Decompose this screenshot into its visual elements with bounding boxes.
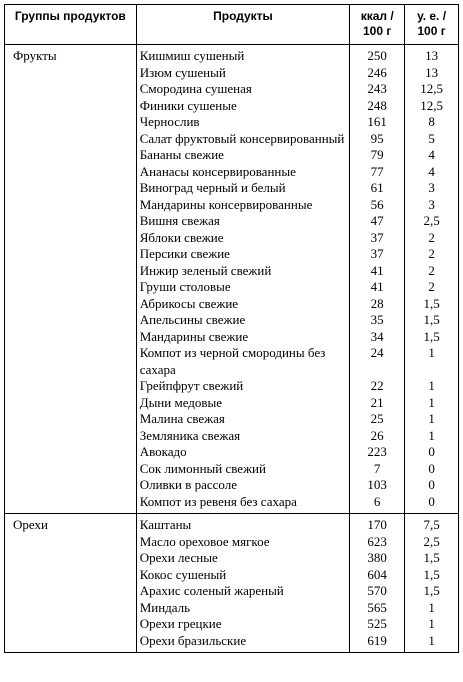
table-row — [5, 444, 459, 461]
product-name: Смородина сушеная — [136, 81, 350, 98]
group-cell — [5, 180, 137, 197]
kcal-value: 223 — [350, 444, 405, 461]
ue-value: 12,5 — [405, 98, 459, 115]
ue-value: 1,5 — [405, 550, 459, 567]
ue-value: 5 — [405, 131, 459, 148]
kcal-value: 246 — [350, 65, 405, 82]
ue-value: 0 — [405, 461, 459, 478]
ue-value: 0 — [405, 477, 459, 494]
header-ue-line2: 100 г — [417, 24, 446, 38]
ue-value: 3 — [405, 180, 459, 197]
group-cell — [5, 411, 137, 428]
ue-value: 2,5 — [405, 213, 459, 230]
ue-value: 2,5 — [405, 534, 459, 551]
kcal-value: 565 — [350, 600, 405, 617]
header-product — [136, 5, 350, 45]
kcal-value: 103 — [350, 477, 405, 494]
ue-value: 1,5 — [405, 312, 459, 329]
ue-value: 0 — [405, 444, 459, 461]
ue-value: 1 — [405, 395, 459, 412]
ue-value: 1 — [405, 411, 459, 428]
table-row — [5, 378, 459, 395]
product-name: Салат фруктовый консервированный — [136, 131, 350, 148]
kcal-value: 41 — [350, 279, 405, 296]
product-name: Миндаль — [136, 600, 350, 617]
product-name: Грейпфрут свежий — [136, 378, 350, 395]
group-cell — [5, 213, 137, 230]
ue-value: 1 — [405, 378, 459, 395]
group-cell — [5, 461, 137, 478]
kcal-value: 525 — [350, 616, 405, 633]
product-name: Персики свежие — [136, 246, 350, 263]
ue-value: 12,5 — [405, 81, 459, 98]
kcal-value: 26 — [350, 428, 405, 445]
product-name: Масло ореховое мягкое — [136, 534, 350, 551]
group-cell — [5, 98, 137, 115]
header-ue — [405, 5, 459, 45]
product-name: Оливки в рассоле — [136, 477, 350, 494]
table-row — [5, 131, 459, 148]
group-cell — [5, 616, 137, 633]
ue-value: 2 — [405, 263, 459, 280]
header-kcal-line1: ккал / — [360, 9, 394, 23]
kcal-value: 161 — [350, 114, 405, 131]
group-cell — [5, 633, 137, 653]
kcal-value: 61 — [350, 180, 405, 197]
group-cell — [5, 246, 137, 263]
kcal-value: 41 — [350, 263, 405, 280]
ue-value: 7,5 — [405, 514, 459, 534]
group-cell — [5, 164, 137, 181]
group-cell — [5, 378, 137, 395]
product-name: Орехи грецкие — [136, 616, 350, 633]
product-name: Бананы свежие — [136, 147, 350, 164]
table-row — [5, 230, 459, 247]
group-cell — [5, 583, 137, 600]
product-name: Земляника свежая — [136, 428, 350, 445]
table-row — [5, 180, 459, 197]
product-name: Яблоки свежие — [136, 230, 350, 247]
ue-value: 0 — [405, 494, 459, 514]
header-kcal-line2: 100 г — [363, 24, 392, 38]
group-cell — [5, 567, 137, 584]
product-name: Мандарины консервированные — [136, 197, 350, 214]
table-row — [5, 296, 459, 313]
table-row — [5, 345, 459, 378]
ue-value: 2 — [405, 246, 459, 263]
product-name: Авокадо — [136, 444, 350, 461]
ue-value: 1,5 — [405, 567, 459, 584]
group-cell — [5, 81, 137, 98]
product-name: Абрикосы свежие — [136, 296, 350, 313]
header-ue-line1: у. е. / — [417, 9, 447, 23]
table-row — [5, 395, 459, 412]
ue-value: 1 — [405, 345, 459, 378]
group-cell — [5, 494, 137, 514]
table-row — [5, 98, 459, 115]
kcal-value: 623 — [350, 534, 405, 551]
ue-value: 4 — [405, 164, 459, 181]
header-group — [5, 5, 137, 45]
product-name: Изюм сушеный — [136, 65, 350, 82]
product-name: Финики сушеные — [136, 98, 350, 115]
group-cell — [5, 312, 137, 329]
kcal-value: 570 — [350, 583, 405, 600]
kcal-value: 79 — [350, 147, 405, 164]
kcal-value: 47 — [350, 213, 405, 230]
group-cell — [5, 114, 137, 131]
product-name: Виноград черный и белый — [136, 180, 350, 197]
group-cell — [5, 197, 137, 214]
table-row — [5, 45, 459, 65]
ue-value: 1,5 — [405, 329, 459, 346]
table-row — [5, 534, 459, 551]
kcal-value: 25 — [350, 411, 405, 428]
ue-value: 3 — [405, 197, 459, 214]
product-name: Вишня свежая — [136, 213, 350, 230]
table-row — [5, 583, 459, 600]
table-row — [5, 514, 459, 534]
product-name: Орехи лесные — [136, 550, 350, 567]
group-name: Фрукты — [13, 48, 57, 63]
table-row — [5, 197, 459, 214]
kcal-value: 170 — [350, 514, 405, 534]
group-cell — [5, 65, 137, 82]
group-cell — [5, 514, 137, 534]
kcal-value: 7 — [350, 461, 405, 478]
kcal-value: 21 — [350, 395, 405, 412]
ue-value: 1,5 — [405, 296, 459, 313]
product-name: Кокос сушеный — [136, 567, 350, 584]
group-cell — [5, 131, 137, 148]
product-name: Компот из черной смородины без сахара — [136, 345, 350, 378]
ue-value: 4 — [405, 147, 459, 164]
group-cell — [5, 279, 137, 296]
product-name: Малина свежая — [136, 411, 350, 428]
product-name: Груши столовые — [136, 279, 350, 296]
group-cell — [5, 345, 137, 378]
kcal-value: 24 — [350, 345, 405, 378]
ue-value: 1 — [405, 616, 459, 633]
kcal-value: 248 — [350, 98, 405, 115]
ue-value: 13 — [405, 65, 459, 82]
table-row — [5, 164, 459, 181]
ue-value: 1,5 — [405, 583, 459, 600]
group-cell — [5, 395, 137, 412]
product-name: Мандарины свежие — [136, 329, 350, 346]
table-row — [5, 477, 459, 494]
product-name: Ананасы консервированные — [136, 164, 350, 181]
kcal-value: 604 — [350, 567, 405, 584]
table-row — [5, 494, 459, 514]
ue-value: 13 — [405, 45, 459, 65]
product-name: Арахис соленый жареный — [136, 583, 350, 600]
kcal-value: 619 — [350, 633, 405, 653]
group-cell — [5, 147, 137, 164]
table-row — [5, 213, 459, 230]
group-cell — [5, 534, 137, 551]
kcal-value: 28 — [350, 296, 405, 313]
table-row — [5, 600, 459, 617]
group-cell — [5, 230, 137, 247]
table-row — [5, 567, 459, 584]
product-name: Чернослив — [136, 114, 350, 131]
product-name: Кишмиш сушеный — [136, 45, 350, 65]
product-name: Сок лимонный свежий — [136, 461, 350, 478]
product-name: Каштаны — [136, 514, 350, 534]
group-cell — [5, 444, 137, 461]
table-row — [5, 65, 459, 82]
ue-value: 1 — [405, 600, 459, 617]
table-header — [5, 5, 459, 45]
header-row — [5, 5, 459, 45]
kcal-value: 77 — [350, 164, 405, 181]
ue-value: 1 — [405, 428, 459, 445]
group-cell — [5, 329, 137, 346]
kcal-value: 250 — [350, 45, 405, 65]
table-row — [5, 428, 459, 445]
group-cell — [5, 550, 137, 567]
group-cell — [5, 263, 137, 280]
ue-value: 2 — [405, 230, 459, 247]
table-row — [5, 312, 459, 329]
ue-value: 1 — [405, 633, 459, 653]
table-row — [5, 147, 459, 164]
kcal-value: 22 — [350, 378, 405, 395]
group-cell — [5, 477, 137, 494]
table-row — [5, 550, 459, 567]
nutrition-table — [4, 4, 459, 653]
table-row — [5, 329, 459, 346]
table-body — [5, 45, 459, 653]
table-row — [5, 81, 459, 98]
table-row — [5, 616, 459, 633]
group-cell — [5, 296, 137, 313]
product-name: Компот из ревеня без сахара — [136, 494, 350, 514]
table-row — [5, 246, 459, 263]
header-group-label: Группы продуктов — [14, 9, 126, 23]
table-row — [5, 114, 459, 131]
kcal-value: 6 — [350, 494, 405, 514]
product-name: Орехи бразильские — [136, 633, 350, 653]
header-product-label: Продукты — [213, 9, 273, 23]
product-name: Апельсины свежие — [136, 312, 350, 329]
ue-value: 8 — [405, 114, 459, 131]
table-row — [5, 461, 459, 478]
group-name: Орехи — [13, 517, 48, 532]
ue-value: 2 — [405, 279, 459, 296]
group-cell — [5, 600, 137, 617]
header-kcal — [350, 5, 405, 45]
kcal-value: 34 — [350, 329, 405, 346]
table-row — [5, 263, 459, 280]
group-cell — [5, 45, 137, 65]
product-name: Дыни медовые — [136, 395, 350, 412]
table-row — [5, 279, 459, 296]
kcal-value: 380 — [350, 550, 405, 567]
product-name: Инжир зеленый свежий — [136, 263, 350, 280]
group-cell — [5, 428, 137, 445]
kcal-value: 243 — [350, 81, 405, 98]
kcal-value: 35 — [350, 312, 405, 329]
table-row — [5, 411, 459, 428]
kcal-value: 37 — [350, 230, 405, 247]
kcal-value: 56 — [350, 197, 405, 214]
kcal-value: 95 — [350, 131, 405, 148]
table-row — [5, 633, 459, 653]
kcal-value: 37 — [350, 246, 405, 263]
